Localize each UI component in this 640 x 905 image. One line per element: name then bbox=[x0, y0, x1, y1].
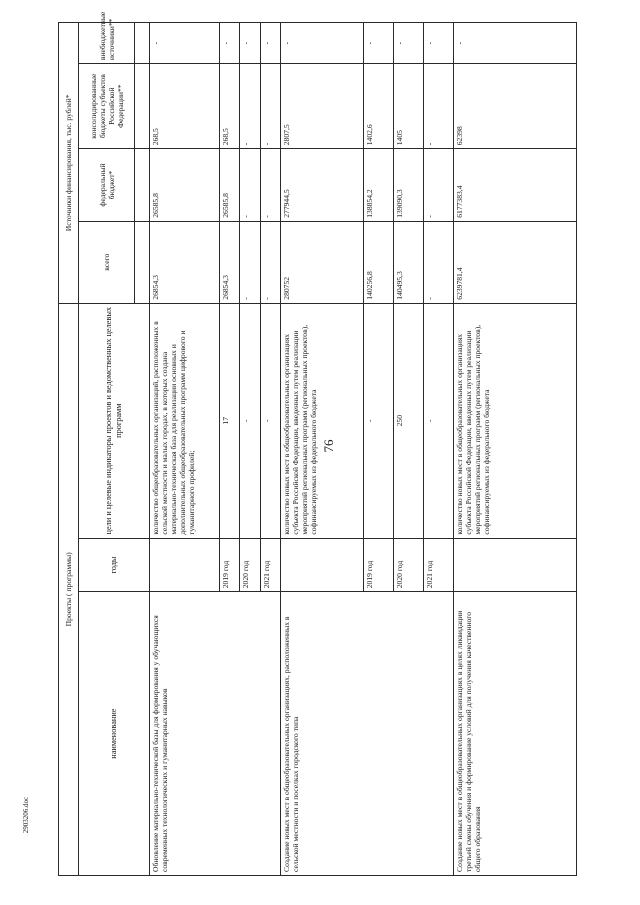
row-extra: - bbox=[150, 23, 220, 64]
row-total: 6239781,4 bbox=[454, 221, 577, 303]
year-total: 140495,3 bbox=[394, 221, 424, 303]
year-federal: 139090,3 bbox=[394, 149, 424, 222]
table-row bbox=[281, 23, 364, 876]
row-name: Создание новых мест в общеобразовательных организациях, расположенных в сельской местности и поселках городского типа bbox=[281, 592, 454, 876]
year-cell: 2019 год bbox=[219, 538, 239, 592]
year-federal: - bbox=[424, 149, 454, 222]
header-regional: консолидированные бюджеты субъектов Российской Федерации** bbox=[79, 64, 135, 149]
year-cell: 2021 год bbox=[260, 538, 280, 592]
indicator-value: 17 bbox=[219, 303, 239, 538]
year-total: 140256,8 bbox=[364, 221, 394, 303]
year-federal: 26585,8 bbox=[219, 149, 239, 222]
header-extra: внебюджетные источники** bbox=[79, 23, 135, 64]
row-extra: - bbox=[454, 23, 577, 64]
year-federal: - bbox=[240, 149, 260, 222]
page-number: 76 bbox=[321, 439, 336, 453]
table-row bbox=[454, 23, 577, 876]
row-indicator: количество новых мест в общеобразовательных организациях субъекта Российской Федерации, введенных путем реализации мероприятий региональных программ (региональных проектов), софинансируемых из федерального бюджета bbox=[281, 303, 364, 538]
header-federal: федеральный бюджет* bbox=[79, 149, 135, 222]
year-cell: 2020 год bbox=[240, 538, 260, 592]
row-indicator: количество новых мест в общеобразовательных организациях субъекта Российской Федерации, введенных путем реализации мероприятий региональных программ (региональных проектов), софинансируемых из федерального бюджета bbox=[454, 303, 577, 538]
row-regional: 62398 bbox=[454, 64, 577, 149]
document-id: 2903206.doc bbox=[22, 796, 30, 834]
indicator-value: - bbox=[240, 303, 260, 538]
year-cell: 2020 год bbox=[394, 538, 424, 592]
row-federal: 26585,8 bbox=[150, 149, 220, 222]
row-indicator: количество общеобразовательных организаций, расположенных в сельской местности и малых городах, в которых создана материально-техническая база для реализации основных и дополнительных общеобразовательных программ цифрового и гуманитарного профилей; bbox=[150, 303, 220, 538]
year-regional: - bbox=[424, 64, 454, 149]
table-row bbox=[150, 23, 220, 876]
year-cell: 2021 год bbox=[424, 538, 454, 592]
row-federal: 277944,5 bbox=[281, 149, 364, 222]
year-extra: - bbox=[394, 23, 424, 64]
year-extra: - bbox=[219, 23, 239, 64]
financing-table bbox=[58, 11, 577, 876]
header-total: всего bbox=[79, 221, 135, 303]
year-federal: 138854,2 bbox=[364, 149, 394, 222]
row-extra: - bbox=[281, 23, 364, 64]
header-goals: цели и целевые индикаторы проектов и ведомственных целевых программ bbox=[79, 303, 150, 538]
row-name: Обновление материально-технической базы для формирования у обучающихся современных технологических и гуманитарных навыков bbox=[150, 592, 281, 876]
year-extra: - bbox=[260, 23, 280, 64]
indicator-value: - bbox=[424, 303, 454, 538]
year-regional: 1405 bbox=[394, 64, 424, 149]
year-total: - bbox=[240, 221, 260, 303]
year-federal: - bbox=[260, 149, 280, 222]
year-regional: 268,5 bbox=[219, 64, 239, 149]
header-sources: Источники финансирования, тыс. рублей* bbox=[59, 23, 79, 304]
rotated-page bbox=[58, 11, 528, 876]
year-regional: 1402,6 bbox=[364, 64, 394, 149]
header-name: наименование bbox=[79, 592, 150, 876]
header-years: годы bbox=[79, 538, 150, 592]
year-total: 26854,3 bbox=[219, 221, 239, 303]
year-extra: - bbox=[364, 23, 394, 64]
row-total: 280752 bbox=[281, 221, 364, 303]
row-total: 26854,3 bbox=[150, 221, 220, 303]
year-extra: - bbox=[240, 23, 260, 64]
row-federal: 6177383,4 bbox=[454, 149, 577, 222]
year-total: - bbox=[260, 221, 280, 303]
indicator-value: 250 bbox=[394, 303, 424, 538]
year-regional: - bbox=[260, 64, 280, 149]
header-projects: Проекты ( программы) bbox=[59, 303, 79, 875]
year-extra: - bbox=[424, 23, 454, 64]
indicator-value: - bbox=[260, 303, 280, 538]
year-cell: 2019 год bbox=[364, 538, 394, 592]
row-regional: 268,5 bbox=[150, 64, 220, 149]
indicator-value: - bbox=[364, 303, 394, 538]
year-regional: - bbox=[240, 64, 260, 149]
year-total: - bbox=[424, 221, 454, 303]
row-regional: 2807,5 bbox=[281, 64, 364, 149]
row-name: Создание новых мест в общеобразовательных организациях в целях ликвидации третьей смены обучения и формирование условий для получения качественного общего образования bbox=[454, 592, 577, 876]
